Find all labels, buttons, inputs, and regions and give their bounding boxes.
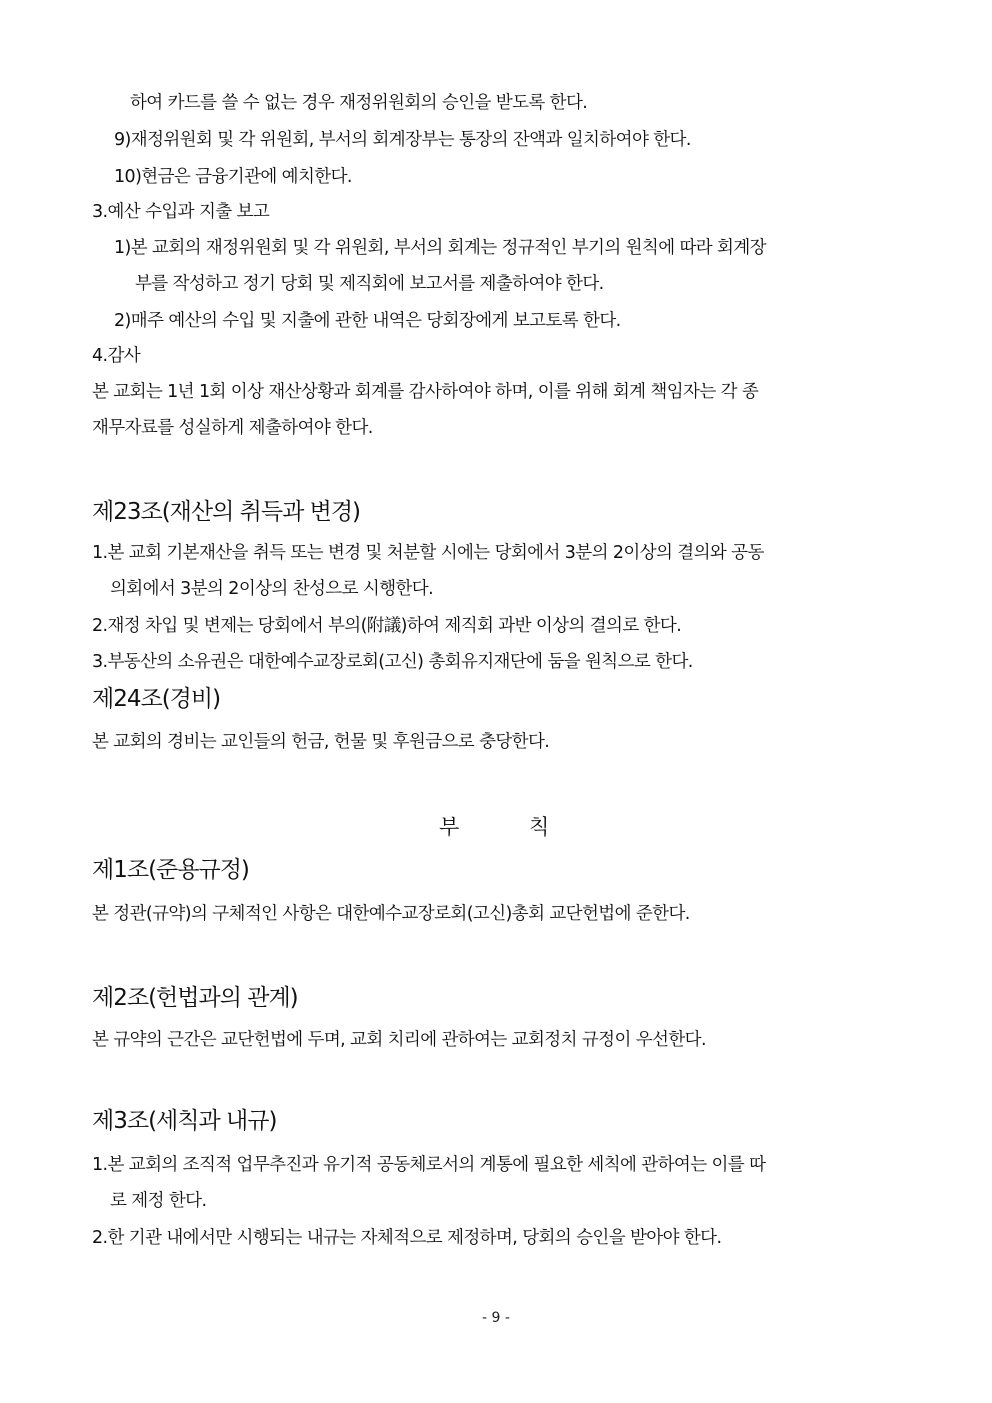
- text-line: 본 교회의 경비는 교인들의 헌금, 헌물 및 후원금으로 충당한다.: [92, 732, 550, 752]
- text-line: 본 정관(규약)의 구체적인 사항은 대한예수교장로회(고신)총회 교단헌법에 준한다.: [92, 904, 690, 924]
- supplementary-title-right: 칙: [529, 815, 550, 839]
- text-line: 1.본 교회 기본재산을 취득 또는 변경 및 처분할 시에는 당회에서 3분의 2이상의 결의와 공동: [92, 543, 764, 563]
- text-line: 9)재정위원회 및 각 위원회, 부서의 회계장부는 통장의 잔액과 일치하여야 한다.: [114, 130, 691, 150]
- text-line: 의회에서 3분의 2이상의 찬성으로 시행한다.: [110, 579, 434, 599]
- text-line: 3.부동산의 소유권은 대한예수교장로회(고신) 총회유지재단에 둠을 원칙으로 한다.: [92, 652, 693, 672]
- section-title: 3.예산 수입과 지출 보고: [92, 202, 270, 222]
- text-line: 2)매주 예산의 수입 및 지출에 관한 내역은 당회장에게 보고토록 한다.: [114, 311, 621, 331]
- section-title: 4.감사: [92, 346, 141, 366]
- article-heading: 제1조(준용규정): [92, 857, 249, 883]
- supplementary-title-left: 부: [439, 815, 460, 839]
- text-line: 1)본 교회의 재정위원회 및 각 위원회, 부서의 회계는 정규적인 부기의 원칙에 따라 회계장: [114, 238, 766, 258]
- article-heading: 제24조(경비): [92, 686, 221, 712]
- page-number: - 9 -: [482, 1310, 510, 1326]
- text-line: 하여 카드를 쓸 수 없는 경우 재정위원회의 승인을 받도록 한다.: [130, 93, 588, 113]
- text-line: 본 규약의 근간은 교단헌법에 두며, 교회 치리에 관하여는 교회정치 규정이 우선한다.: [92, 1030, 706, 1050]
- text-line: 로 제정 한다.: [110, 1191, 207, 1211]
- text-line: 2.재정 차입 및 변제는 당회에서 부의(附議)하여 제직회 과반 이상의 결의로 한다.: [92, 616, 682, 636]
- text-line: 1.본 교회의 조직적 업무추진과 유기적 공동체로서의 계통에 필요한 세칙에 관하여는 이를 따: [92, 1155, 766, 1175]
- text-line: 재무자료를 성실하게 제출하여야 한다.: [92, 418, 373, 438]
- text-line: 10)현금은 금융기관에 예치한다.: [114, 167, 352, 187]
- article-heading: 제3조(세칙과 내규): [92, 1108, 277, 1134]
- text-line: 부를 작성하고 정기 당회 및 제직회에 보고서를 제출하여야 한다.: [135, 274, 604, 294]
- text-line: 본 교회는 1년 1회 이상 재산상황과 회계를 감사하여야 하며, 이를 위해 회계 책임자는 각 종: [92, 382, 759, 402]
- text-line: 2.한 기관 내에서만 시행되는 내규는 자체적으로 제정하며, 당회의 승인을 받아야 한다.: [92, 1228, 722, 1248]
- article-heading: 제23조(재산의 취득과 변경): [92, 499, 361, 525]
- article-heading: 제2조(헌법과의 관계): [92, 985, 298, 1011]
